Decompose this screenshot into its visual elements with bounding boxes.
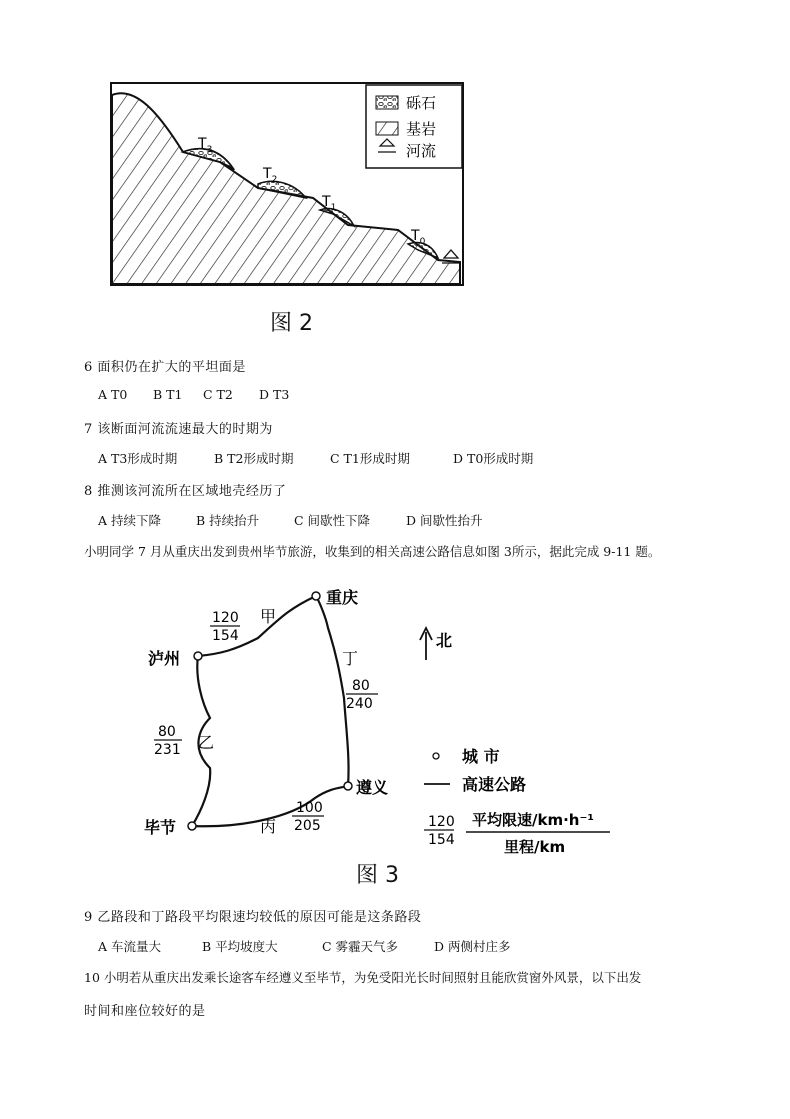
city-label-chongqing: 重庆 <box>326 588 359 607</box>
option: D 间歇性抬升 <box>406 513 483 528</box>
question-8-stem: 8 推测该河流所在区域地壳经历了 <box>84 484 287 499</box>
option: A 持续下降 <box>98 513 162 528</box>
segment-name-ding: 丁 <box>342 649 359 668</box>
city-label-bijie: 毕节 <box>144 818 177 837</box>
option: A 车流量大 <box>98 939 162 954</box>
question-9-stem: 9 乙路段和丁路段平均限速均较低的原因可能是这条路段 <box>84 910 422 925</box>
segment-distance-bing: 205 <box>294 818 321 834</box>
segment-name-yi: 乙 <box>198 733 215 752</box>
question-9-options <box>98 937 511 955</box>
option: D T3 <box>259 387 290 402</box>
figure-3-legend <box>424 747 610 856</box>
figure-2-legend <box>366 85 462 168</box>
figure-3-caption: 图 3 <box>356 863 399 888</box>
svg-text:基岩: 基岩 <box>406 120 437 138</box>
segment-name-bing: 丙 <box>260 817 277 836</box>
segment-speed-yi: 80 <box>158 724 176 740</box>
terrace-label-t2: $T_2$ <box>263 166 278 185</box>
option: A T0 <box>98 387 128 402</box>
city-marker-luzhou <box>194 652 202 660</box>
option: B 平均坡度大 <box>202 939 278 954</box>
bedrock-hatch-icon <box>376 122 398 135</box>
option: C T2 <box>203 387 233 402</box>
question-7-options <box>98 449 533 467</box>
north-label: 北 <box>436 631 453 650</box>
option: D T0形成时期 <box>453 451 534 466</box>
svg-text:高速公路: 高速公路 <box>462 775 527 794</box>
option: B 持续抬升 <box>196 513 260 528</box>
svg-text:154: 154 <box>428 832 455 848</box>
city-marker-chongqing <box>312 592 320 600</box>
segment-speed-bing: 100 <box>296 800 323 816</box>
svg-text:120: 120 <box>428 814 455 830</box>
city-label-luzhou: 泸州 <box>148 649 181 668</box>
segment-speed-ding: 80 <box>352 678 370 694</box>
option: B T1 <box>153 387 183 402</box>
svg-text:平均限速/km·h⁻¹: 平均限速/km·h⁻¹ <box>472 811 594 829</box>
terrace-label-t0: $T_0$ <box>411 228 426 247</box>
segment-distance-ding: 240 <box>346 696 373 712</box>
city-marker-bijie <box>188 822 196 830</box>
city-marker-zunyi <box>344 782 352 790</box>
intro-text: 小明同学 7 月从重庆出发到贵州毕节旅游，收集到的相关高速公路信息如图 3所示，据此完成 9-11 题。 <box>84 544 661 559</box>
segment-distance-yi: 231 <box>154 742 181 758</box>
north-arrow-icon <box>420 628 432 660</box>
segment-distance-jia: 154 <box>212 628 239 644</box>
question-6-stem: 6 面积仍在扩大的平坦面是 <box>84 360 246 375</box>
option: A T3形成时期 <box>98 451 178 466</box>
city-legend-icon <box>433 753 439 759</box>
question-6-options <box>98 387 289 402</box>
figure-2-cross-section <box>108 80 468 290</box>
figure-2-caption: 图 2 <box>270 311 313 336</box>
option: C 雾霾天气多 <box>322 939 399 954</box>
question-8-options <box>98 511 483 529</box>
svg-text:河流: 河流 <box>406 142 437 160</box>
svg-text:里程/km: 里程/km <box>504 838 566 856</box>
figure-3-route-map <box>140 578 610 856</box>
segment-name-jia: 甲 <box>260 607 277 626</box>
gravel-swatch-icon <box>376 96 398 109</box>
option: D 两侧村庄多 <box>434 939 511 954</box>
question-7-stem: 7 该断面河流流速最大的时期为 <box>84 422 273 437</box>
terrace-label-t3: $T_3$ <box>198 136 213 155</box>
svg-text:城 市: 城 市 <box>462 747 500 766</box>
terrace-label-t1: $T_1$ <box>322 194 337 213</box>
question-10-stem-line1: 10 小明若从重庆出发乘长途客车经遵义至毕节，为免受阳光长时间照射且能欣赏窗外风景，以下出发 <box>84 970 642 985</box>
option: C T1形成时期 <box>330 451 410 466</box>
city-label-zunyi: 遵义 <box>356 778 389 797</box>
option: B T2形成时期 <box>214 451 294 466</box>
svg-text:砾石: 砾石 <box>406 94 437 112</box>
option: C 间歇性下降 <box>294 513 371 528</box>
question-10-stem-line2: 时间和座位较好的是 <box>84 1004 206 1019</box>
segment-speed-jia: 120 <box>212 610 239 626</box>
